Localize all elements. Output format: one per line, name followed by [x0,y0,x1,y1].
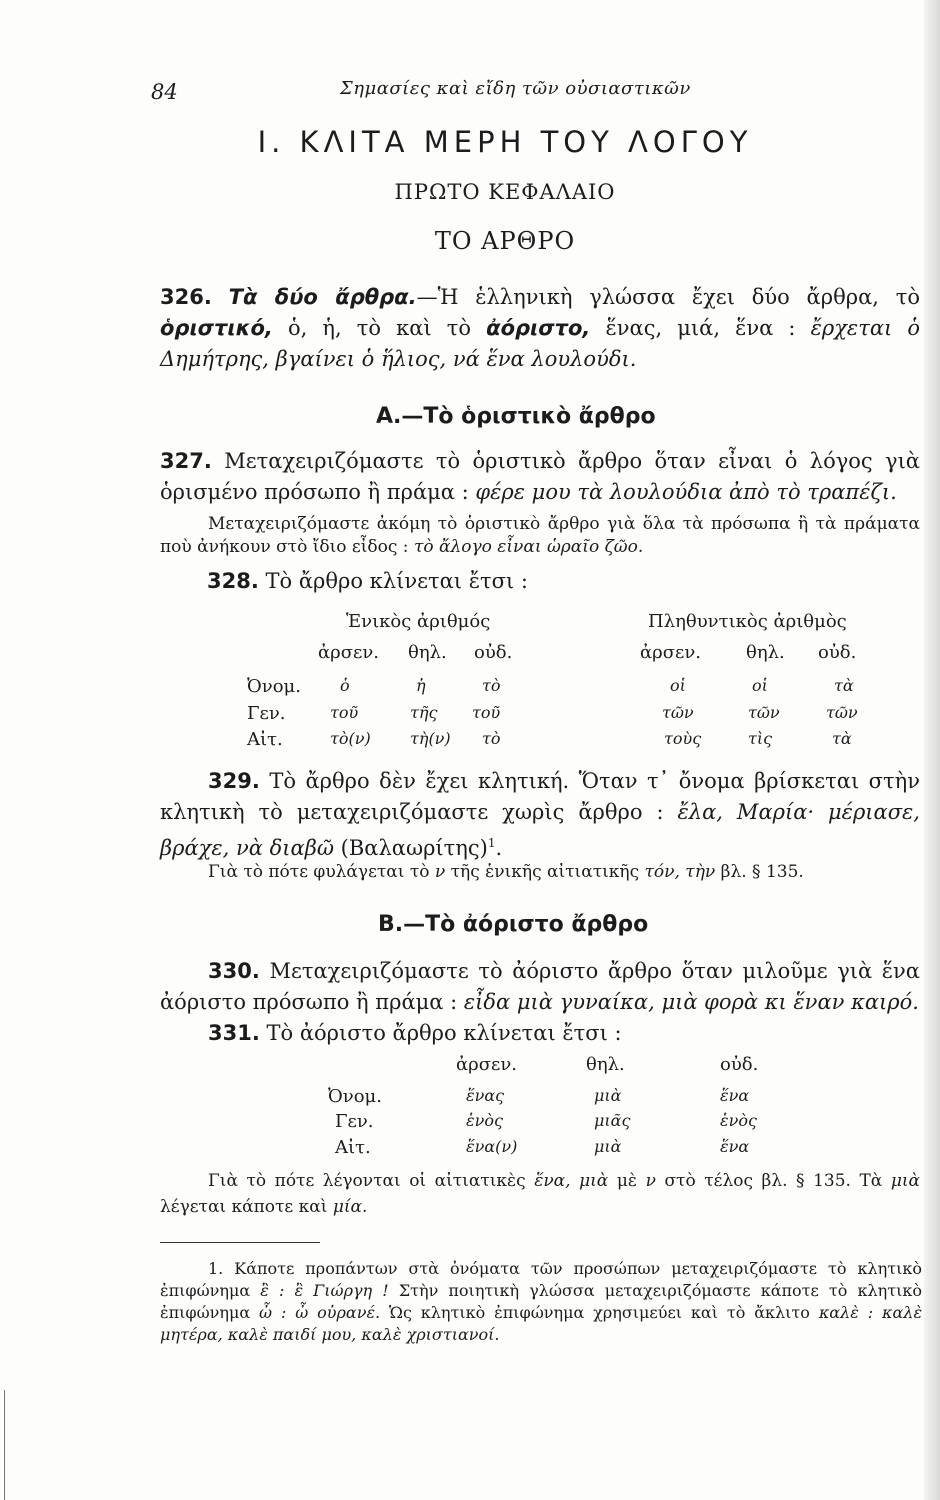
gender-header: θηλ. [408,642,447,663]
scan-mark [4,1390,5,1500]
form-cell: τὴ(ν) [410,729,451,748]
footnote-number: 1. [208,1259,224,1278]
paragraph-331 [208,1018,622,1049]
note-331 [160,1168,920,1220]
form-cell: τῶν [826,703,858,722]
footnote-text: Κάποτε προπάντων στὰ ὀνόματα τῶν προσώπων μεταχειριζόμαστε τὸ κλητικὸ ἐπιφώνημα [160,1259,922,1300]
chapter-title: ΠΡΩΤΟ ΚΕΦΑΛΑΙΟ [394,180,616,204]
form-cell: τοῦ [472,703,501,722]
form-cell: τὸ(ν) [330,729,371,748]
form-cell: τὶς [748,729,773,748]
note-forms: ἕνα, μιὰ [534,1171,609,1191]
footnote-marker: 1 [487,836,496,850]
plural-label: Πληθυντικὸς ἀριθμὸς [648,611,847,632]
form-cell: ἕνα(ν) [466,1137,518,1156]
note-text: Μεταχειριζόμαστε ἀκόμη τὸ ὁριστικὸ ἄρθρο γιὰ ὅλα τὰ πρόσωπα ἢ τὰ πράματα ποὺ ἀνήκουν στὸ ἴδιο εἶδος : [160,514,920,557]
form-cell: ἕνα [720,1086,750,1105]
example-text: τὸ ἄλογο εἶναι ὡραῖο ζῶο. [413,537,644,557]
form-cell: τὰ [832,729,852,748]
paragraph-328 [207,566,528,597]
form-cell: ὁ [340,676,350,695]
subheading-definite-article: Α.—Τὸ ὁριστικὸ ἄρθρο [376,404,656,429]
gender-header: οὐδ. [720,1054,759,1075]
note-text: Γιὰ τὸ πότε λέγονται οἱ αἰτιατικὲς [208,1171,526,1191]
footnote-example: καλὲ μητέρα, καλὲ παιδί μου, καλὲ χριστιανοί. [160,1303,923,1344]
form-cell: τὰ [834,676,854,695]
example-text: ἔλα, Μαρία· μέριασε, βράχε, νὰ διαβῶ [160,800,920,860]
note-text: τῆς ἑνικῆς αἰτιατικῆς [450,862,640,882]
paragraph-329 [160,766,920,864]
form-cell: τῶν [748,703,780,722]
gender-header: θηλ. [746,642,785,663]
note-forms: τόν, τὴν [644,862,716,882]
case-label: Ὀνομ. [328,1086,382,1107]
form-cell: ἕνα [720,1137,750,1156]
note-text: μὲ [616,1171,638,1191]
gender-header: οὐδ. [474,642,513,663]
note-text: Γιὰ τὸ πότε φυλάγεται τὸ [208,862,430,882]
paragraph-number: 328. [207,569,259,593]
footnote-example: ὦ : ὦ οὐρανέ. [259,1303,381,1322]
note-forms: μία. [332,1197,368,1217]
gender-header: οὐδ. [818,642,857,663]
footnote-1 [160,1258,922,1346]
paragraph-327 [160,446,920,508]
form-cell: τὸ [482,676,501,695]
gender-header: ἀρσεν. [318,642,380,663]
form-cell: ἕνας [466,1086,505,1105]
case-label: Αἰτ. [247,729,283,750]
running-title: Σημασίες καὶ εἴδη τῶν οὐσιαστικῶν [340,78,691,99]
example-text: εἶδα μιὰ γυναίκα, μιὰ φορὰ κι ἕναν καιρό. [463,990,919,1014]
form-cell: τῶν [662,703,694,722]
paragraph-heading: Τὰ δύο ἄρθρα. [228,285,417,309]
gender-header: ἀρσεν. [640,642,702,663]
paragraph-number: 326. [160,285,212,309]
footnote-text: Στὴν ποιητικὴ γλώσσα μεταχειριζόμαστε κάποτε τὸ κλητικὸ ἐπιφώνημα [160,1281,922,1322]
note-text: βλ. § 135. [720,862,804,882]
paragraph-number: 330. [208,959,260,983]
paragraph-text: —Ἡ ἑλληνικὴ γλώσσα ἔχει δύο ἄρθρα, τὸ [416,285,920,309]
note-text: στὸ τέλος βλ. § 135. Τὰ [664,1171,883,1191]
paragraph-text: ὁ, ἡ, τὸ καὶ τὸ [288,316,472,340]
footnote-rule [160,1242,320,1243]
singular-label: Ἑνικὸς ἀριθμός [346,611,491,632]
gender-header: θηλ. [586,1054,625,1075]
page-number: 84 [151,80,178,104]
footnote-text: Ὡς κλητικὸ ἐπιφώνημα χρησιμεύει καὶ τὸ ἄκλιτο [389,1303,810,1322]
form-cell: μιὰ [594,1086,622,1105]
paragraph-text: Τὸ ἀόριστο ἄρθρο κλίνεται ἔτσι : [266,1021,622,1045]
case-label: Γεν. [247,703,286,724]
footnote-example: καλὲ : [818,1303,874,1322]
form-cell: τοὺς [664,729,702,748]
part-title: I. ΚΛΙΤΑ ΜΕΡΗ ΤΟΥ ΛΟΓΟΥ [257,125,753,159]
example-text: φέρε μου τὰ λουλούδια ἀπὸ τὸ τραπέζι. [475,480,897,504]
page-edge-shadow [924,0,940,1500]
paragraph-text: Τὸ ἄρθρο κλίνεται ἔτσι : [265,569,528,593]
form-cell: μιᾶς [594,1111,631,1130]
paragraph-330 [160,956,920,1018]
paragraph-number: 331. [208,1021,260,1045]
gender-header: ἀρσεν. [456,1054,518,1075]
form-cell: τῆς [410,703,438,722]
term-indefinite: ἀόριστο, [486,316,591,340]
form-cell: ἑνὸς [466,1111,503,1130]
section-title: ΤΟ ΑΡΘΡΟ [434,227,576,255]
note-letter: ν [645,1171,656,1191]
example-text: ἔρχεται ὁ Δημήτρης, βγαίνει ὁ ἥλιος, νά ἕνα λουλούδι. [160,316,920,371]
note-327 [160,513,920,559]
subheading-indefinite-article: Β.—Τὸ ἀόριστο ἄρθρο [378,912,649,937]
paragraph-text: Μεταχειριζόμαστε τὸ ὁριστικὸ ἄρθρο ὅταν εἶναι ὁ λόγος γιὰ ὁρισμένο πρόσωπο ἢ πράμα : [160,449,920,504]
case-label: Γεν. [335,1111,374,1132]
note-329 [160,861,920,884]
form-cell: οἱ [752,676,768,695]
paragraph-number: 329. [208,769,260,793]
form-cell: οἱ [670,676,686,695]
source-text: (Βαλαωρίτης) [340,836,488,860]
period: . [495,836,503,860]
paragraph-text: ἕνας, μιά, ἕνα : [605,316,796,340]
paragraph-text: Τὸ ἄρθρο δὲν ἔχει κλητική. Ὅταν τ᾿ ὄνομα βρίσκεται στὴν κλητικὴ τὸ μεταχειριζόμαστε χωρὶς ἄρθρο : [160,769,920,824]
note-text: λέγεται κάποτε καὶ [160,1197,328,1217]
note-letter: ν [434,862,446,882]
case-label: Αἰτ. [335,1137,371,1158]
paragraph-number: 327. [160,449,212,473]
form-cell: ἑνὸς [720,1111,757,1130]
paragraph-text: Μεταχειριζόμαστε τὸ ἀόριστο ἄρθρο ὅταν μιλοῦμε γιὰ ἕνα ἀόριστο πρόσωπο ἢ πράμα : [160,959,920,1014]
footnote-example: ἒ : ἒ Γιώργη ! [260,1281,389,1300]
note-forms: μιὰ [890,1171,921,1191]
form-cell: τὸ [482,729,501,748]
form-cell: μιὰ [594,1137,622,1156]
case-label: Ὀνομ. [247,676,301,697]
form-cell: ἡ [416,676,426,695]
paragraph-326 [160,282,920,375]
term-definite: ὁριστικό, [160,316,273,340]
form-cell: τοῦ [330,703,359,722]
